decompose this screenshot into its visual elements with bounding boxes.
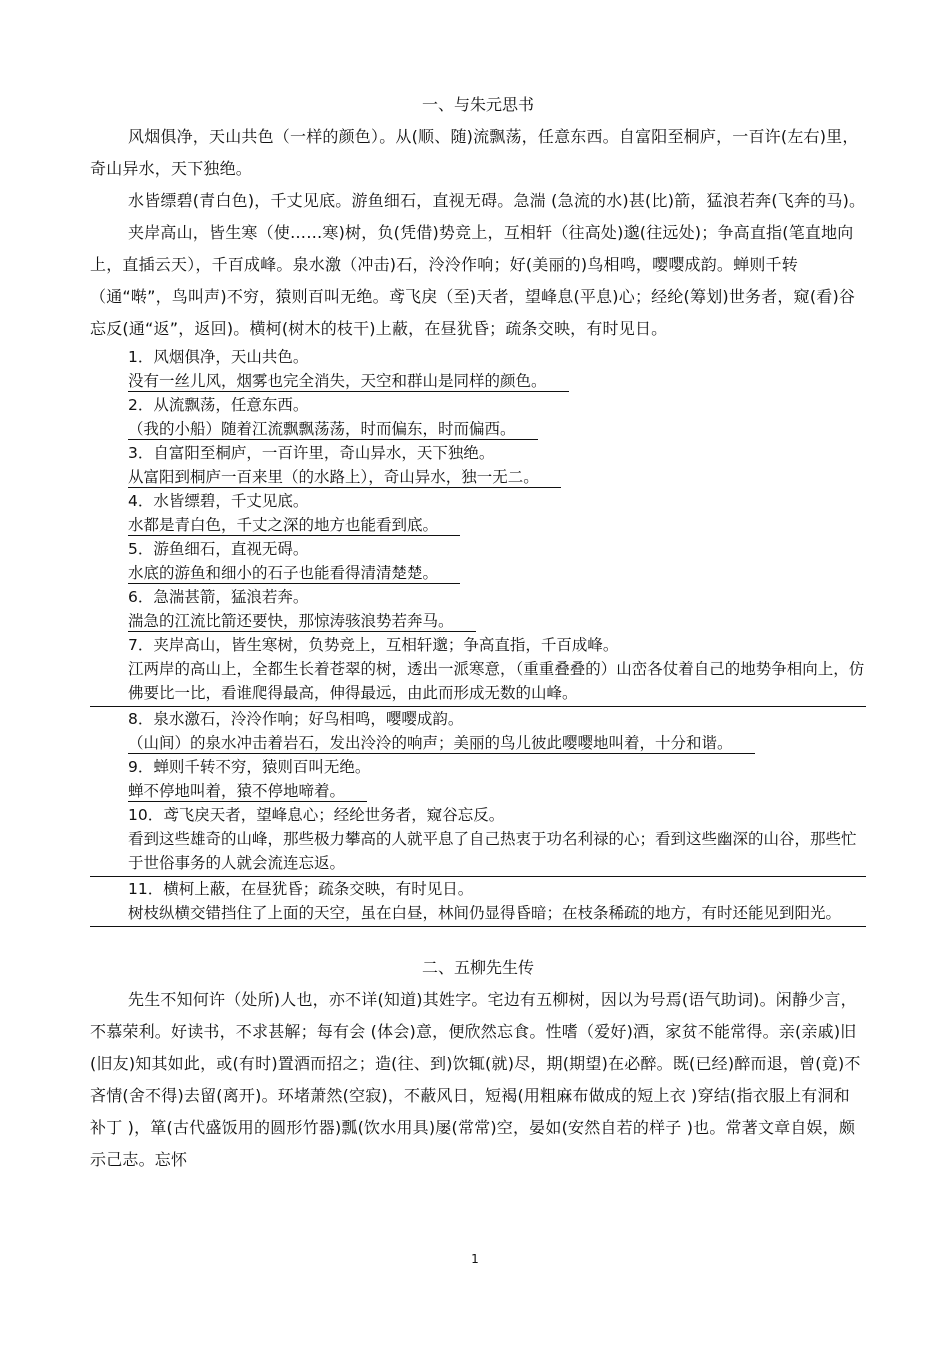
exercise-question: 10．鸢飞戾天者，望峰息心；经纶世务者，窥谷忘反。 (128, 806, 505, 824)
exercise-item (90, 345, 866, 393)
underlined-answer-text: 树枝纵横交错挡住了上面的天空，虽在白昼，林间仍显得昏暗；在枝条稀疏的地方，有时还能见到阳光。 (90, 901, 866, 927)
text-paragraph-4: 先生不知何许（处所)人也，亦不详(知道)其姓字。宅边有五柳树，因以为号焉(语气助词)。闲静少言，不慕荣利。好读书，不求甚解；每有会 (体会)意，便欣然忘食。性嗜（爱好)酒，家贫不能常得。亲(亲戚)旧(旧友)知其如此，或(有时)置酒而招之；造(往、到)饮辄(就)尽，期(期望)在必醉。既(已经)醉而退，曾(竟)不吝情(舍不得)去留(离开)。环堵萧然(空寂)，不蔽风日，短褐(用粗麻布做成的短上衣 )穿结(指衣服上有洞和补丁 )，箪(古代盛饭用的圆形竹器)瓢(饮水用具)屡(常常)空，晏如(安然自若的样子 )也。常著文章自娱，颇示己志。忘怀 (90, 990, 861, 1169)
section-title-1: 一、与朱元思书 (421, 95, 534, 114)
exercise-item (90, 707, 866, 755)
exercise-item (90, 441, 866, 489)
exercise-question: 9．蝉则千转不穷，猿则百叫无绝。 (128, 758, 371, 776)
exercise-answer (90, 731, 866, 755)
underlined-answer-text: （我的小船）随着江流飘飘荡荡，时而偏东，时而偏西。 (128, 420, 538, 440)
exercise-item (90, 393, 866, 441)
exercise-question: 8．泉水激石，泠泠作响；好鸟相鸣，嘤嘤成韵。 (128, 710, 464, 728)
exercise-answer (90, 827, 866, 877)
translation-exercise-list (90, 345, 866, 927)
exercise-item (90, 755, 866, 803)
underlined-answer-text: 水底的游鱼和细小的石子也能看得清清楚楚。 (128, 564, 460, 584)
exercise-answer (90, 369, 866, 393)
underlined-answer-text: 水都是青白色，千丈之深的地方也能看到底。 (128, 516, 460, 536)
underlined-answer-text: 没有一丝儿风，烟雾也完全消失，天空和群山是同样的颜色。 (128, 372, 569, 392)
exercise-question: 1．风烟俱净，天山共色。 (128, 348, 309, 366)
exercise-answer (90, 417, 866, 441)
underlined-answer-text: 看到这些雄奇的山峰，那些极力攀高的人就平息了自己热衷于功名利禄的心；看到这些幽深的山谷，那些忙于世俗事务的人就会流连忘返。 (90, 827, 866, 877)
underlined-answer-text: 湍急的江流比箭还要快，那惊涛骇浪势若奔马。 (128, 612, 476, 632)
exercise-answer (90, 609, 866, 633)
exercise-item (90, 633, 866, 707)
exercise-question: 4．水皆缥碧，千丈见底。 (128, 492, 309, 510)
exercise-question: 6．急湍甚箭，猛浪若奔。 (128, 588, 309, 606)
section-gap (90, 927, 866, 953)
page-content (90, 90, 866, 1176)
underlined-answer-text: （山间）的泉水冲击着岩石，发出泠泠的响声；美丽的鸟儿彼此嘤嘤地叫着，十分和谐。 (128, 734, 755, 754)
exercise-answer (90, 779, 866, 803)
exercise-item (90, 537, 866, 585)
exercise-question: 3．自富阳至桐庐，一百许里，奇山异水，天下独绝。 (128, 444, 495, 462)
exercise-item (90, 877, 866, 927)
exercise-answer (90, 513, 866, 537)
underlined-answer-text: 江两岸的高山上，全都生长着苍翠的树，透出一派寒意，（重重叠叠的）山峦各仗着自己的地势争相向上，仿佛要比一比，看谁爬得最高，伸得最远，由此而形成无数的山峰。 (90, 657, 866, 707)
exercise-answer (90, 657, 866, 707)
exercise-answer (90, 901, 866, 927)
text-paragraph-2: 水皆缥碧(青白色)，千丈见底。游鱼细石，直视无碍。急湍 (急流的水)甚(比)箭，猛浪若奔(飞奔的马)。 (128, 191, 866, 210)
exercise-item (90, 803, 866, 877)
text-paragraph-3: 夹岸高山，皆生寒（使……寒)树，负(凭借)势竞上，互相轩（往高处)邈(往远处)；争高直指(笔直地向上，直插云天），千百成峰。泉水激（冲击)石，泠泠作响；好(美丽的)鸟相鸣，嘤嘤成韵。蝉则千转（通“啭”，鸟叫声)不穷，猿则百叫无绝。鸢飞戾（至)天者，望峰息(平息)心；经纶(筹划)世务者，窥(看)谷忘反(通“返”，返回)。横柯(树木的枝干)上蔽，在昼犹昏；疏条交映，有时见日。 (90, 223, 856, 338)
exercise-question: 11．横柯上蔽，在昼犹昏；疏条交映，有时见日。 (128, 880, 474, 898)
exercise-answer (90, 465, 866, 489)
exercise-question: 5．游鱼细石，直视无碍。 (128, 540, 309, 558)
exercise-question: 7．夹岸高山，皆生寒树，负势竞上，互相轩邈；争高直指，千百成峰。 (128, 636, 619, 654)
underlined-answer-text: 蝉不停地叫着，猿不停地啼着。 (128, 782, 367, 802)
exercise-item (90, 489, 866, 537)
exercise-item (90, 585, 866, 633)
text-paragraph-1: 风烟俱净，天山共色（一样的颜色）。从(顺、随)流飘荡，任意东西。自富阳至桐庐，一百许(左右)里，奇山异水，天下独绝。 (90, 127, 859, 178)
section-title-2: 二、五柳先生传 (421, 958, 534, 977)
underlined-answer-text: 从富阳到桐庐一百来里（的水路上），奇山异水，独一无二。 (128, 468, 561, 488)
page-number: 1 (471, 1252, 479, 1266)
exercise-question: 2．从流飘荡，任意东西。 (128, 396, 309, 414)
exercise-answer (90, 561, 866, 585)
